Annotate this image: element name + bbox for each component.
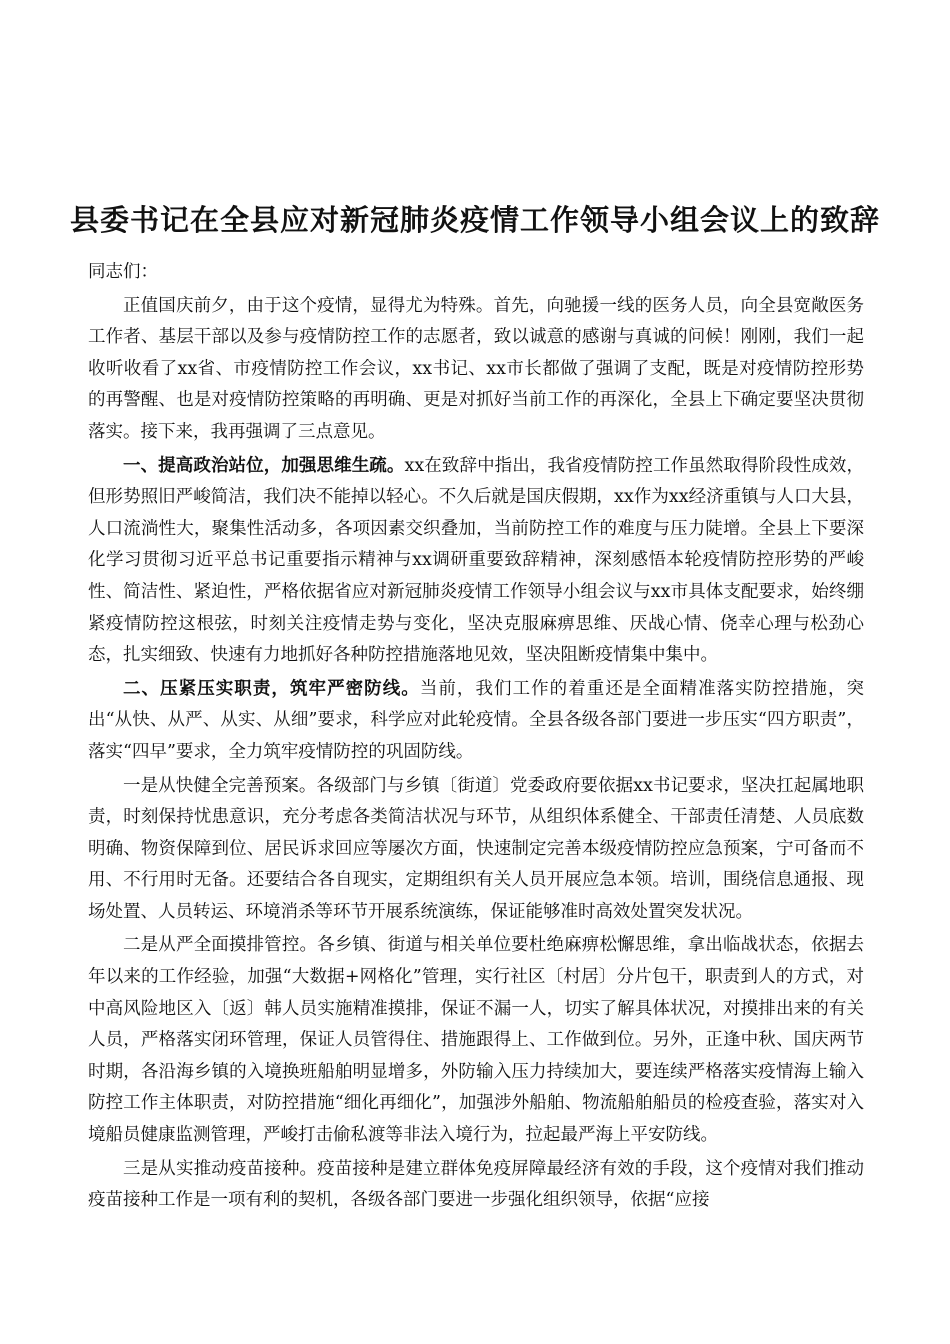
paragraph-3 <box>88 674 864 769</box>
paragraph-6 <box>88 1154 864 1217</box>
paragraph-1 <box>88 291 864 449</box>
salutation: 同志们： <box>88 262 158 282</box>
paragraph-text: 一是从快健全完善预案。各级部门与乡镇〔街道〕党委政府要依据xx书记要求，坚决扛起属地职责，时刻保持忧患意识，充分考虑各类简洁状况与环节，从组织体系健全、干部责任清楚、人员底数明确、物资保障到位、居民诉求回应等屡次方面，快速制定完善本级疫情防控应急预案，宁可备而不用、不行用时无备。还要结合各自现实，定期组织有关人员开展应急本领。培训，围绕信息通报、现场处置、人员转运、环境消杀等环节开展系统演练，保证能够准时高效处置突发状况。 <box>88 775 864 922</box>
paragraph-4 <box>88 771 864 929</box>
paragraph-text: 三是从实推动疫苗接种。疫苗接种是建立群体免疫屏障最经济有效的手段，这个疫情对我们推动疫苗接种工作是一项有利的契机，各级各部门要进一步强化组织领导，依据“应接 <box>88 1158 864 1211</box>
paragraph-text: 正值国庆前夕，由于这个疫情，显得尤为特殊。首先，向驰援一线的医务人员，向全县宽敞医务工作者、基层干部以及参与疫情防控工作的志愿者，致以诚意的感谢与真诚的问候！刚刚，我们一起收听收看了xx省、市疫情防控工作会议，xx书记、xx市长都做了强调了支配，既是对疫情防控形势的再警醒、也是对疫情防控策略的再明确、更是对抓好当前工作的再深化，全县上下确定要坚决贯彻落实。接下来，我再强调了三点意见。 <box>88 295 864 442</box>
paragraph-text: 当前，我们工作的着重还是全面精准落实防控措施，突出“从快、从严、从实、从细”要求，科学应对此轮疫情。全县各级各部门要进一步压实“四方职责”，落实“四早”要求，全力筑牢疫情防控的巩固防线。 <box>88 678 865 762</box>
paragraph-text: 二是从严全面摸排管控。各乡镇、街道与相关单位要杜绝麻痹松懈思维，拿出临战状态，依据去年以来的工作经验，加强“大数据+网格化”管理，实行社区〔村居〕分片包干，职责到人的方式，对中高风险地区入〔返〕韩人员实施精准摸排，保证不漏一人，切实了解具体状况，对摸排出来的有关人员，严格落实闭环管理，保证人员管得住、措施跟得上、工作做到位。另外，正逢中秋、国庆两节时期，各沿海乡镇的入境换班船舶明显增多，外防输入压力持续加大，要连续严格落实疫情海上输入防控工作主体职责，对防控措施“细化再细化”，加强涉外船舶、物流船舶船员的检疫查验，落实对入境船员健康监测管理，严峻打击偷私渡等非法入境行为，拉起最严海上平安防线。 <box>88 935 864 1146</box>
document-body <box>88 257 864 1217</box>
section-heading: 二、压紧压实职责，筑牢严密防线。 <box>123 678 420 699</box>
document-title: 县委书记在全县应对新冠肺炎疫情工作领导小组会议上的致辞 <box>69 203 880 237</box>
paragraph-2 <box>88 451 864 672</box>
paragraph-text: xx在致辞中指出，我省疫情防控工作虽然取得阶段性成效，但形势照旧严峻简洁，我们决不能掉以轻心。不久后就是国庆假期，xx作为xx经济重镇与人口大县，人口流淌性大，聚集性活动多，各项因素交织叠加，当前防控工作的难度与压力陡增。全县上下要深化学习贯彻习近平总书记重要指示精神与xx调研重要致辞精神，深刻感悟本轮疫情防控形势的严峻性、简洁性、紧迫性，严格依据省应对新冠肺炎疫情工作领导小组会议与xx市具体支配要求，始终绷紧疫情防控这根弦，时刻关注疫情走势与变化，坚决克服麻痹思维、厌战心情、侥幸心理与松劲心态，扎实细致、快速有力地抓好各种防控措施落地见效，坚决阻断疫情集中集中。 <box>88 455 864 666</box>
paragraph-5 <box>88 930 864 1151</box>
section-heading: 一、提高政治站位，加强思维生疏。 <box>123 455 405 476</box>
